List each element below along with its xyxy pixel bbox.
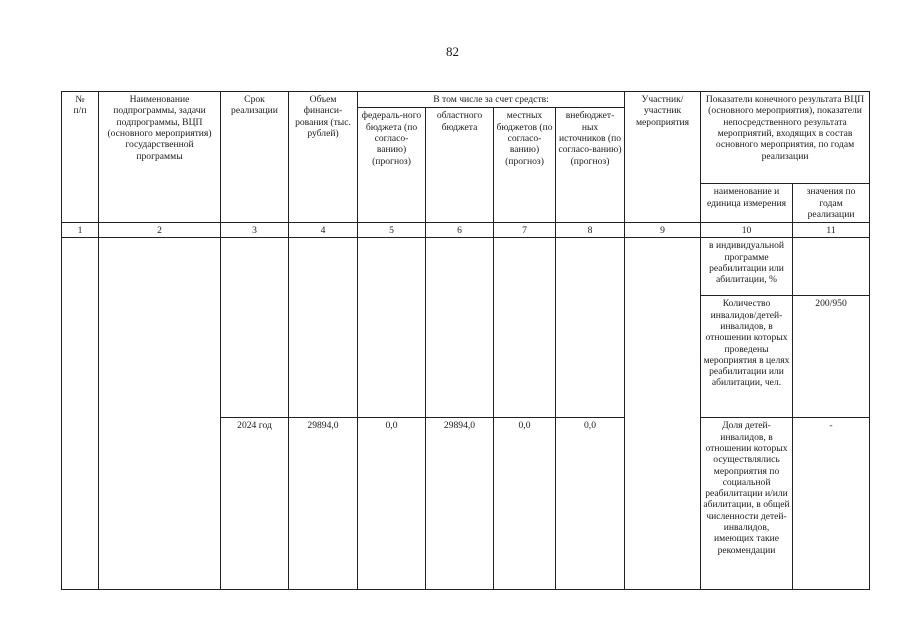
program-table [61,91,870,590]
indicator-value: 200/950 [793,296,870,418]
column-number: 10 [701,223,793,238]
header-indicators-group: Показатели конечного результата ВЦП (основного мероприятия), показатели непосредственного результата мероприятий, входящих в состав основного мероприятия, по годам реализации [701,92,870,184]
table-cell-empty [62,238,99,590]
extra-cell: 0,0 [556,418,625,590]
federal-cell: 0,0 [358,418,426,590]
indicator-value [793,238,870,296]
indicator-name: Доля детей-инвалидов, в отношении которых осуществлялись мероприятия по социальной реабилитации и/или абилитации, в общей численности детей-инвалидов, имеющих такие рекомендации [701,418,793,590]
page-number: 82 [446,44,459,59]
header-federal: федераль-ного бюджета (по согласо-ванию) (прогноз) [358,108,426,223]
table-cell-empty [426,238,494,418]
header-extra: внебюджет-ных источников (по согласо-ванию) (прогноз) [556,108,625,223]
column-number: 7 [494,223,556,238]
column-number: 8 [556,223,625,238]
period-cell: 2024 год [221,418,289,590]
table-cell-empty [625,238,701,590]
header-indicator-values: значения по годам реализации [793,184,870,223]
local-cell: 0,0 [494,418,556,590]
header-sources-group: В том числе за счет средств: [358,92,625,108]
header-volume: Объем финанси-рования (тыс. рублей) [289,92,358,223]
header-indicator-name: наименование и единица измерения [701,184,793,223]
regional-cell: 29894,0 [426,418,494,590]
table-cell-empty [221,238,289,418]
header-local: местных бюджетов (по согласо-ванию) (прогноз) [494,108,556,223]
header-participant: Участник/ участник мероприятия [625,92,701,223]
column-number: 6 [426,223,494,238]
table-cell-empty [358,238,426,418]
header-number: № п/п [62,92,99,223]
table-cell-empty [99,238,221,590]
indicator-name: в индивидуальной программе реабилитации или абилитации, % [701,238,793,296]
column-number: 1 [62,223,99,238]
total-cell: 29894,0 [289,418,358,590]
table-cell-empty [556,238,625,418]
indicator-name: Количество инвалидов/детей-инвалидов, в отношении которых проведены мероприятия в целях реабилитации или абилитации, чел. [701,296,793,418]
table-cell-empty [494,238,556,418]
column-number: 4 [289,223,358,238]
header-period: Срок реализации [221,92,289,223]
table-cell-empty [289,238,358,418]
column-number: 11 [793,223,870,238]
column-number: 5 [358,223,426,238]
header-name: Наименование подпрограммы, задачи подпрограммы, ВЦП (основного мероприятия) государственной программы [99,92,221,223]
column-number: 3 [221,223,289,238]
column-number: 9 [625,223,701,238]
header-regional: областного бюджета [426,108,494,223]
indicator-value: - [793,418,870,590]
column-number: 2 [99,223,221,238]
